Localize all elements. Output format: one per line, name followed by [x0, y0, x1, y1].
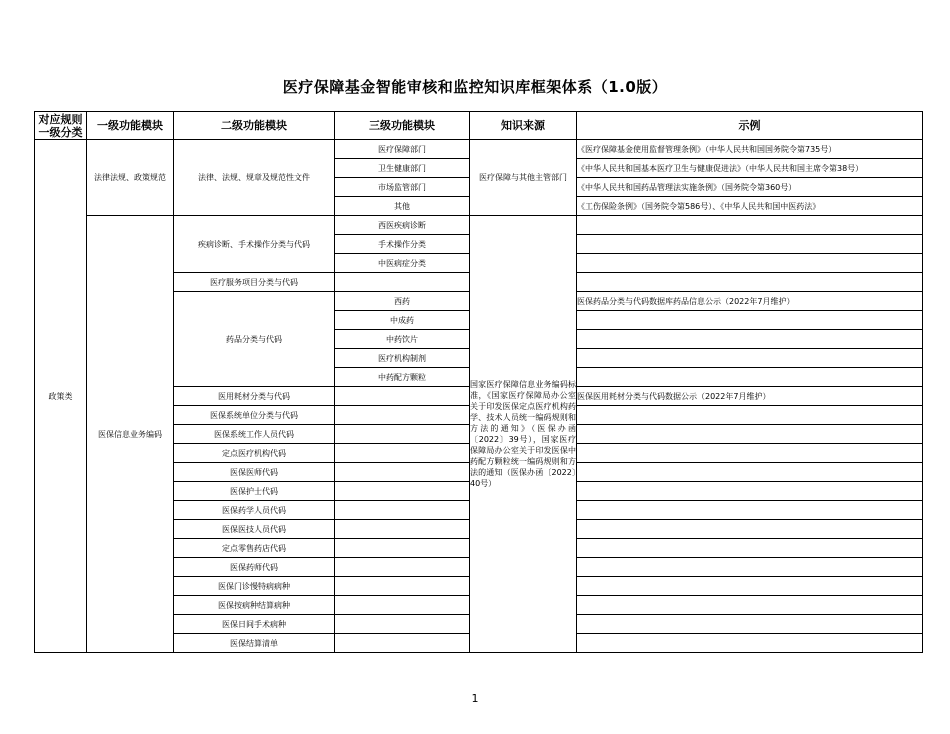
level3-cell [335, 387, 470, 406]
example-cell: 医保药品分类与代码数据库药品信息公示（2022年7月维护） [577, 292, 923, 311]
example-cell [577, 406, 923, 425]
example-cell [577, 539, 923, 558]
example-cell [577, 463, 923, 482]
knowledge-base-table [34, 111, 923, 653]
level2-cell: 医保系统工作人员代码 [174, 425, 335, 444]
page-number: 1 [471, 692, 479, 705]
level3-cell [335, 463, 470, 482]
level2-cell: 医保护士代码 [174, 482, 335, 501]
example-cell [577, 254, 923, 273]
header-level1-module: 一级功能模块 [87, 112, 174, 140]
level3-cell: 中成药 [335, 311, 470, 330]
level3-cell [335, 444, 470, 463]
level2-cell: 医保按病种结算病种 [174, 596, 335, 615]
example-cell [577, 501, 923, 520]
level3-cell: 中医病症分类 [335, 254, 470, 273]
level2-cell: 医保结算清单 [174, 634, 335, 653]
example-cell: 医保医用耗材分类与代码数据公示（2022年7月维护） [577, 387, 923, 406]
level3-cell [335, 501, 470, 520]
drug-level2-cell: 药品分类与代码 [174, 292, 335, 387]
level3-cell: 西药 [335, 292, 470, 311]
level3-cell [335, 577, 470, 596]
table-row [35, 216, 923, 235]
example-cell [577, 235, 923, 254]
level3-cell [335, 615, 470, 634]
law-level2-cell: 法律、法规、规章及规范性文件 [174, 140, 335, 216]
level3-cell [335, 634, 470, 653]
level2-cell: 医保系统单位分类与代码 [174, 406, 335, 425]
level3-cell [335, 539, 470, 558]
example-cell [577, 311, 923, 330]
level2-cell: 医保医师代码 [174, 463, 335, 482]
level3-cell: 卫生健康部门 [335, 159, 470, 178]
example-cell [577, 482, 923, 501]
level2-cell: 医保药学人员代码 [174, 501, 335, 520]
level3-cell [335, 406, 470, 425]
example-cell: 《中华人民共和国药品管理法实施条例》（国务院令第360号） [577, 178, 923, 197]
law-source-cell: 医疗保障与其他主管部门 [470, 140, 577, 216]
example-cell [577, 349, 923, 368]
level3-cell [335, 482, 470, 501]
example-cell [577, 425, 923, 444]
level2-cell: 医保药师代码 [174, 558, 335, 577]
example-cell [577, 615, 923, 634]
law-level1-cell: 法律法规、政策规范 [87, 140, 174, 216]
example-cell: 《医疗保障基金使用监督管理条例》（中华人民共和国国务院令第735号） [577, 140, 923, 159]
header-example: 示例 [577, 112, 923, 140]
example-cell [577, 444, 923, 463]
header-knowledge-source: 知识来源 [470, 112, 577, 140]
page-title: 医疗保障基金智能审核和监控知识库框架体系（1.0版） [282, 78, 668, 96]
level3-cell: 中药饮片 [335, 330, 470, 349]
example-cell [577, 634, 923, 653]
material-level2-cell: 医用耗材分类与代码 [174, 387, 335, 406]
table-row [35, 140, 923, 159]
level2-cell: 定点零售药店代码 [174, 539, 335, 558]
rule-category-cell: 政策类 [35, 140, 87, 653]
example-cell [577, 520, 923, 539]
level3-cell [335, 596, 470, 615]
header-level2-module: 二级功能模块 [174, 112, 335, 140]
example-cell [577, 558, 923, 577]
level3-cell: 其他 [335, 197, 470, 216]
example-cell: 《中华人民共和国基本医疗卫生与健康促进法》（中华人民共和国主席令第38号） [577, 159, 923, 178]
level3-cell: 手术操作分类 [335, 235, 470, 254]
example-cell [577, 273, 923, 292]
disease-level2-cell: 疾病诊断、手术操作分类与代码 [174, 216, 335, 273]
coding-level1-cell: 医保信息业务编码 [87, 216, 174, 653]
header-level3-module: 三级功能模块 [335, 112, 470, 140]
level3-cell [335, 425, 470, 444]
header-rule-category: 对应规则一级分类 [35, 112, 87, 140]
level3-cell [335, 273, 470, 292]
level2-cell: 医保日间手术病种 [174, 615, 335, 634]
level3-cell: 医疗机构制剂 [335, 349, 470, 368]
service-level2-cell: 医疗服务项目分类与代码 [174, 273, 335, 292]
example-cell [577, 216, 923, 235]
example-cell [577, 330, 923, 349]
example-cell: 《工伤保险条例》（国务院令第586号）、《中华人民共和国中医药法》 [577, 197, 923, 216]
header-row [35, 112, 923, 140]
example-cell [577, 577, 923, 596]
coding-source-cell: 国家医疗保障信息业务编码标准，《国家医疗保障局办公室关于印发医保定点医疗机构药学、技术人员统一编码规则和方法的通知》（医保办函〔2022〕39号），国家医疗保障局办公室关于印发医保中药配方颗粒统一编码规则和方法的通知（医保办函〔2022〕40号） [470, 216, 577, 653]
level3-cell: 中药配方颗粒 [335, 368, 470, 387]
example-cell [577, 596, 923, 615]
level3-cell: 医疗保障部门 [335, 140, 470, 159]
example-cell [577, 368, 923, 387]
level3-cell [335, 558, 470, 577]
level3-cell: 市场监管部门 [335, 178, 470, 197]
level3-cell [335, 520, 470, 539]
level2-cell: 医保门诊慢特病病种 [174, 577, 335, 596]
level2-cell: 定点医疗机构代码 [174, 444, 335, 463]
level3-cell: 西医疾病诊断 [335, 216, 470, 235]
level2-cell: 医保医技人员代码 [174, 520, 335, 539]
